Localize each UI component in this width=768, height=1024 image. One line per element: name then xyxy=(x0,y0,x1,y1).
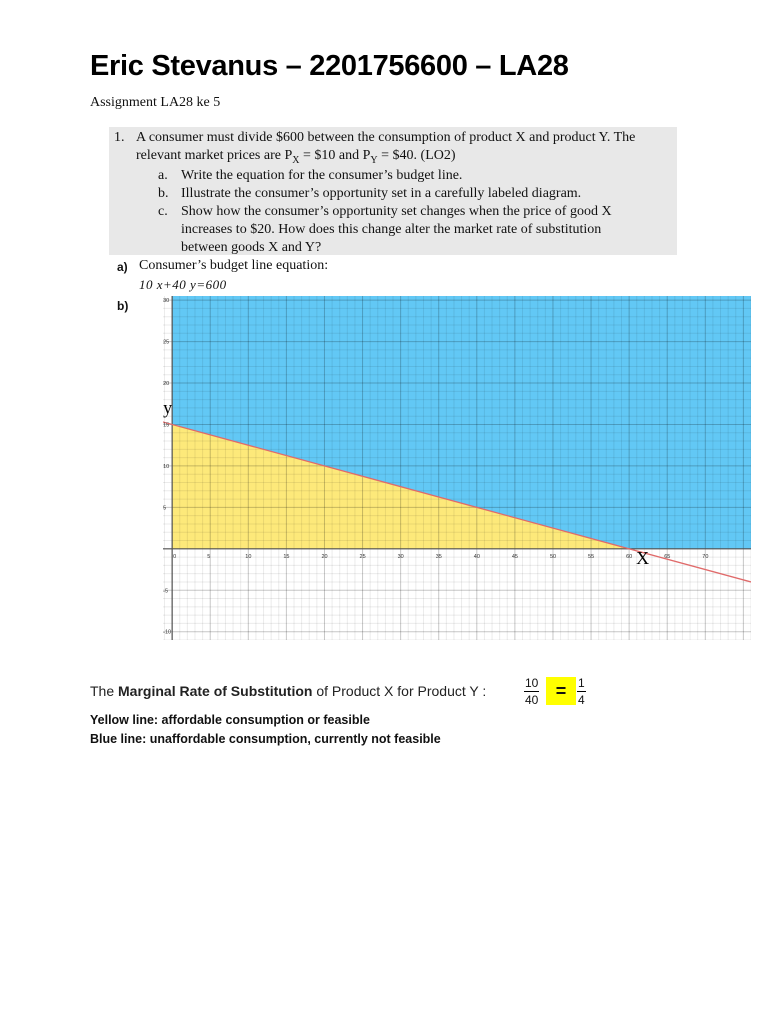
mrs-prefix: The xyxy=(90,683,119,699)
x-tick-label: 45 xyxy=(511,553,519,560)
x-tick-label: 20 xyxy=(321,553,328,560)
fraction-denominator: 40 xyxy=(525,693,539,707)
x-tick-label: 15 xyxy=(283,553,290,560)
x-tick-label: 35 xyxy=(435,553,442,560)
x-tick-label: 65 xyxy=(664,553,671,560)
budget-equation: 10 x+40 y=600 xyxy=(139,277,227,292)
fraction-numerator: 1 xyxy=(578,676,585,690)
y-tick-label: 5 xyxy=(163,505,167,512)
item-letter: c. xyxy=(158,204,168,219)
x-tick-label: 50 xyxy=(549,553,557,560)
budget-set-chart xyxy=(163,296,751,640)
price-y-subscript: Y xyxy=(370,154,378,166)
highlighted-equals: = xyxy=(546,677,576,705)
item-letter: b. xyxy=(158,186,169,201)
document-title: Eric Stevanus – 2201756600 – LA28 xyxy=(90,50,569,82)
y-tick-label: 25 xyxy=(163,339,170,346)
item-letter: a. xyxy=(158,168,168,183)
y-tick-label: -10 xyxy=(163,629,172,636)
x-tick-label: 10 xyxy=(245,553,252,560)
x-tick-label: 60 xyxy=(626,553,633,560)
x-tick-label: 5 xyxy=(207,553,211,560)
y-tick-label: 30 xyxy=(163,298,170,305)
yellow-note: Yellow line: affordable consumption or feasible xyxy=(90,713,370,727)
mrs-suffix: of Product X for Product Y : xyxy=(312,683,487,699)
x-tick-label: 55 xyxy=(588,553,595,560)
answer-a-label: a) xyxy=(117,260,128,274)
mrs-bold: Marginal Rate of Substitution xyxy=(118,683,313,699)
x-tick-label: 40 xyxy=(473,553,480,560)
y-tick-label: -5 xyxy=(163,588,169,595)
question-text-part1: A consumer must divide $600 between the consumption of product X and product Y. The relevant market prices are P xyxy=(136,130,636,163)
question-text-part3: = $40. (LO2) xyxy=(377,148,456,163)
y-axis-letter: y xyxy=(163,397,173,418)
x-axis-letter: X xyxy=(636,547,650,568)
mrs-statement xyxy=(90,683,486,699)
item-text: Illustrate the consumer’s opportunity set in a carefully labeled diagram. xyxy=(181,186,582,201)
question-text-part2: = $10 and P xyxy=(299,148,371,163)
item-text: Write the equation for the consumer’s budget line. xyxy=(181,168,463,183)
price-x-subscript: X xyxy=(292,154,300,166)
y-tick-label: 10 xyxy=(163,463,170,470)
fraction-denominator: 4 xyxy=(578,693,585,707)
x-tick-label: 0 xyxy=(173,553,177,560)
answer-a-text: Consumer’s budget line equation: xyxy=(139,258,329,273)
y-tick-label: 20 xyxy=(163,381,170,388)
x-tick-label: 70 xyxy=(702,553,709,560)
mrs-fraction-1 xyxy=(524,675,539,708)
y-tick-label: 15 xyxy=(163,422,170,429)
fraction-numerator: 10 xyxy=(525,676,539,690)
question-number: 1. xyxy=(114,130,125,145)
mrs-fraction-2 xyxy=(577,675,586,708)
x-tick-label: 30 xyxy=(397,553,404,560)
item-text: Show how the consumer’s opportunity set changes when the price of good X increases to $20. How does this change alter the market rate of substitution between goods X and Y? xyxy=(181,204,612,255)
x-tick-label: 25 xyxy=(359,553,366,560)
question-text xyxy=(136,129,676,170)
answer-b-label: b) xyxy=(117,299,129,313)
blue-note: Blue line: unaffordable consumption, currently not feasible xyxy=(90,732,441,746)
assignment-subtitle: Assignment LA28 ke 5 xyxy=(90,95,221,110)
